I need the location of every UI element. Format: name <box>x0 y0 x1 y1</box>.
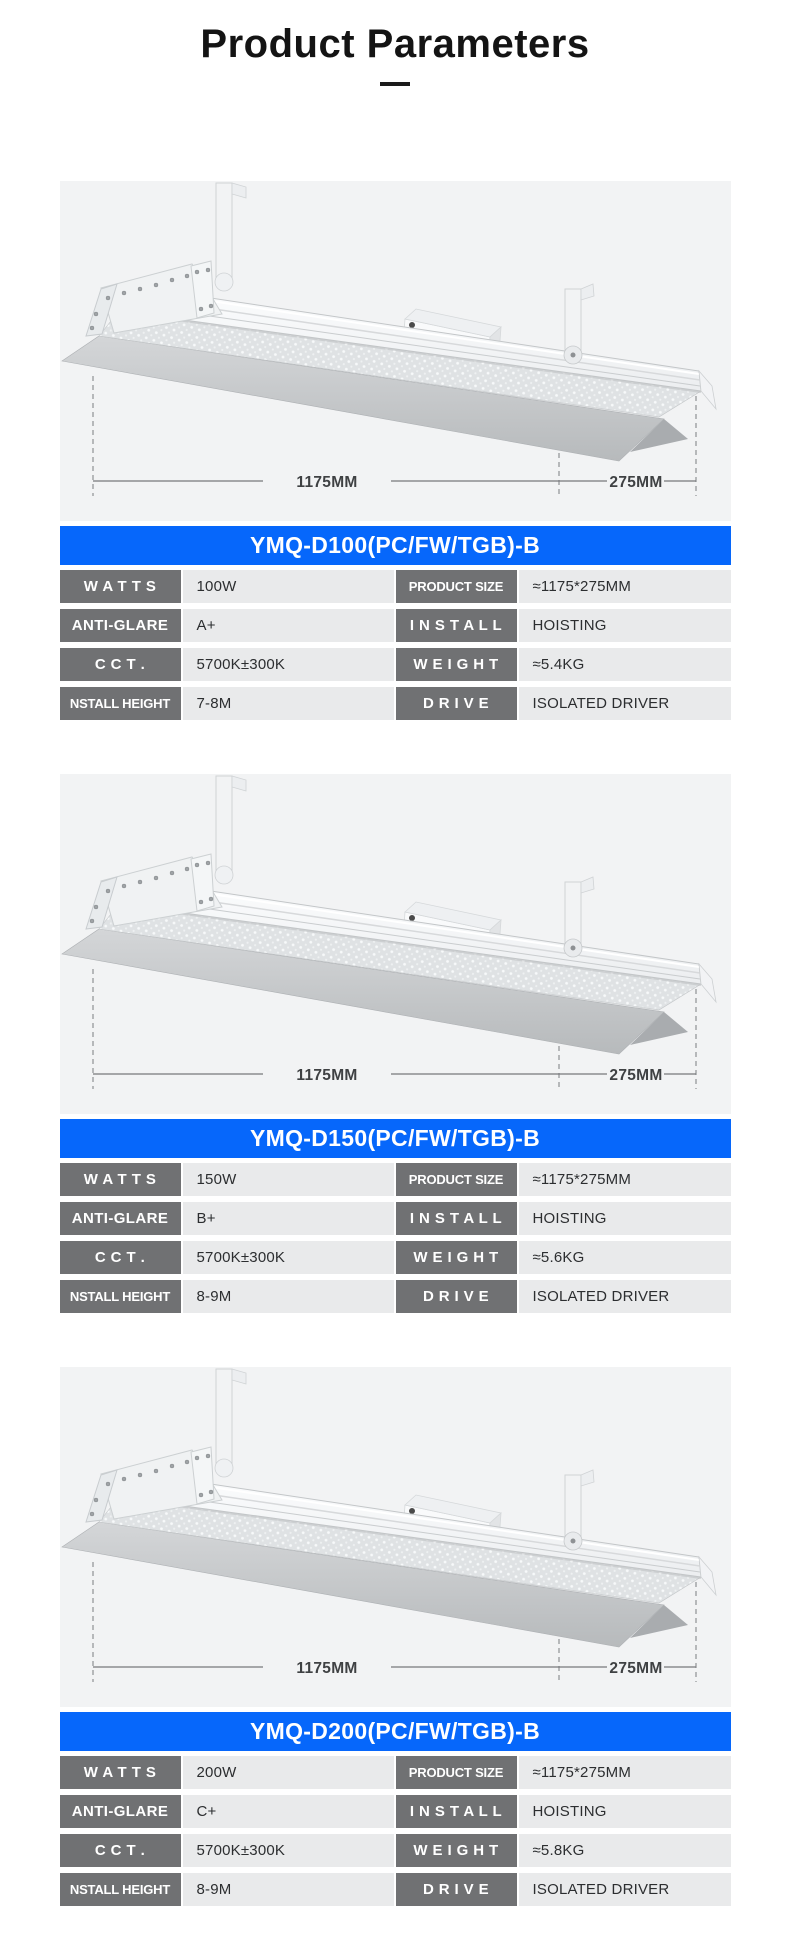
mounting-rod-left <box>215 776 246 884</box>
spec-label-watts: W A T T S <box>60 1756 181 1789</box>
spec-value-product-size: ≈1175*275MM <box>519 1163 731 1196</box>
spec-label-weight: W E I G H T <box>396 1834 517 1867</box>
spec-label-anti-glare: ANTI-GLARE <box>60 1795 181 1828</box>
dimension-label-width: 275MM <box>608 1066 663 1084</box>
spec-value-install-height: 7-8M <box>183 687 394 720</box>
spec-value-drive: ISOLATED DRIVER <box>519 687 731 720</box>
product-image <box>60 774 731 1114</box>
table-row <box>60 1873 731 1906</box>
spec-value-drive: ISOLATED DRIVER <box>519 1280 731 1313</box>
spec-label-cct: C C T . <box>60 1834 181 1867</box>
spec-value-product-size: ≈1175*275MM <box>519 570 731 603</box>
spec-value-weight: ≈5.6KG <box>519 1241 731 1274</box>
spec-value-anti-glare: A+ <box>183 609 394 642</box>
spec-value-weight: ≈5.8KG <box>519 1834 731 1867</box>
product-photo-panel <box>60 774 731 1114</box>
table-row <box>60 648 731 681</box>
page-title: Product Parameters <box>200 22 590 66</box>
mounting-rod-right <box>565 284 594 357</box>
product-section-d100 <box>60 181 731 720</box>
spec-label-cct: C C T . <box>60 648 181 681</box>
spec-value-cct: 5700K±300K <box>183 1834 394 1867</box>
table-row <box>60 1163 731 1196</box>
spec-label-watts: W A T T S <box>60 1163 181 1196</box>
spec-value-install: HOISTING <box>519 609 731 642</box>
spec-value-watts: 200W <box>183 1756 394 1789</box>
spec-label-install: I N S T A L L <box>396 1202 517 1235</box>
spec-label-install-height: NSTALL HEIGHT <box>60 1280 181 1313</box>
spec-label-anti-glare: ANTI-GLARE <box>60 1202 181 1235</box>
table-row <box>60 1756 731 1789</box>
spec-label-install-height: NSTALL HEIGHT <box>60 1873 181 1906</box>
dimension-label-length: 1175MM <box>295 1066 358 1084</box>
product-image <box>60 181 731 521</box>
spec-table <box>60 1756 731 1906</box>
spec-value-cct: 5700K±300K <box>183 648 394 681</box>
spec-label-anti-glare: ANTI-GLARE <box>60 609 181 642</box>
spec-value-watts: 100W <box>183 570 394 603</box>
dimension-label-width: 275MM <box>608 1659 663 1677</box>
product-photo-panel <box>60 181 731 521</box>
spec-value-product-size: ≈1175*275MM <box>519 1756 731 1789</box>
spec-label-drive: D R I V E <box>396 687 517 720</box>
table-row <box>60 687 731 720</box>
spec-value-cct: 5700K±300K <box>183 1241 394 1274</box>
spec-value-install-height: 8-9M <box>183 1280 394 1313</box>
spec-label-watts: W A T T S <box>60 570 181 603</box>
spec-label-product-size: PRODUCT SIZE <box>396 1163 517 1196</box>
dimension-label-width: 275MM <box>608 473 663 491</box>
model-name-bar: YMQ-D100(PC/FW/TGB)-B <box>60 526 731 565</box>
product-section-d150 <box>60 774 731 1313</box>
spec-value-drive: ISOLATED DRIVER <box>519 1873 731 1906</box>
spec-table <box>60 570 731 720</box>
spec-label-drive: D R I V E <box>396 1873 517 1906</box>
spec-value-install: HOISTING <box>519 1202 731 1235</box>
spec-label-product-size: PRODUCT SIZE <box>396 1756 517 1789</box>
spec-label-product-size: PRODUCT SIZE <box>396 570 517 603</box>
spec-label-install: I N S T A L L <box>396 1795 517 1828</box>
mounting-rod-left <box>215 183 246 291</box>
spec-label-weight: W E I G H T <box>396 1241 517 1274</box>
table-row <box>60 1795 731 1828</box>
dimension-label-length: 1175MM <box>295 1659 358 1677</box>
spec-value-watts: 150W <box>183 1163 394 1196</box>
mounting-rod-left <box>215 1369 246 1477</box>
spec-label-weight: W E I G H T <box>396 648 517 681</box>
title-dash <box>380 82 410 86</box>
model-name-bar: YMQ-D200(PC/FW/TGB)-B <box>60 1712 731 1751</box>
table-row <box>60 1280 731 1313</box>
mounting-rod-right <box>565 877 594 950</box>
product-photo-panel <box>60 1367 731 1707</box>
spec-label-cct: C C T . <box>60 1241 181 1274</box>
dimension-label-length: 1175MM <box>295 473 358 491</box>
model-name-bar: YMQ-D150(PC/FW/TGB)-B <box>60 1119 731 1158</box>
mounting-rod-right <box>565 1470 594 1543</box>
table-row <box>60 570 731 603</box>
product-section-d200 <box>60 1367 731 1906</box>
spec-value-anti-glare: B+ <box>183 1202 394 1235</box>
table-row <box>60 1241 731 1274</box>
page-header <box>0 0 790 86</box>
product-image <box>60 1367 731 1707</box>
spec-value-install-height: 8-9M <box>183 1873 394 1906</box>
table-row <box>60 1202 731 1235</box>
spec-table <box>60 1163 731 1313</box>
table-row <box>60 1834 731 1867</box>
spec-value-install: HOISTING <box>519 1795 731 1828</box>
spec-value-anti-glare: C+ <box>183 1795 394 1828</box>
spec-label-drive: D R I V E <box>396 1280 517 1313</box>
spec-label-install-height: NSTALL HEIGHT <box>60 687 181 720</box>
table-row <box>60 609 731 642</box>
spec-value-weight: ≈5.4KG <box>519 648 731 681</box>
spec-label-install: I N S T A L L <box>396 609 517 642</box>
